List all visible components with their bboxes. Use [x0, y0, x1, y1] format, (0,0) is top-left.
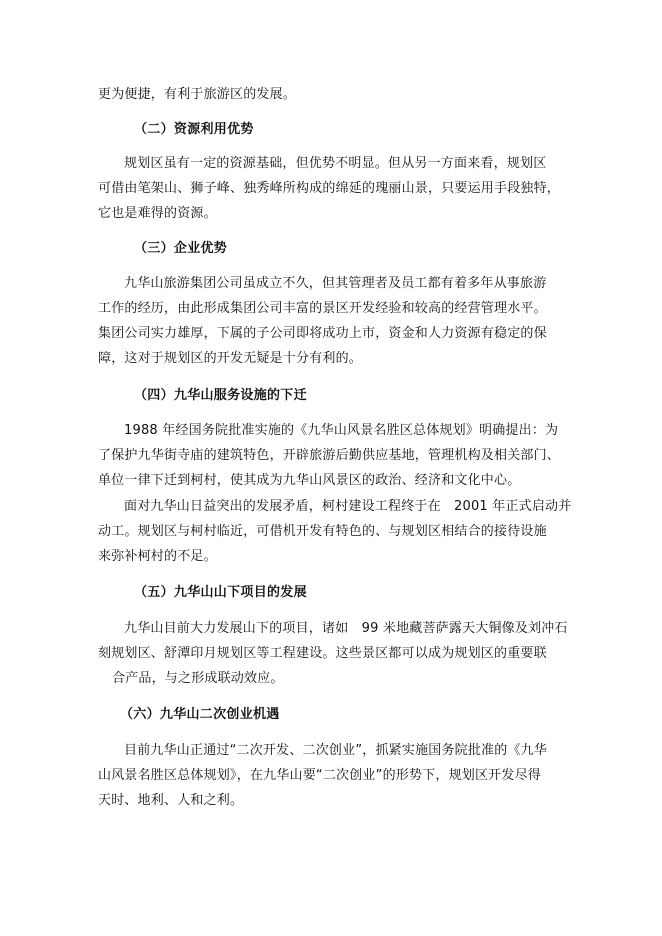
paragraph-line: 目前九华山正通过“二次开发、二次创业”，抓紧实施国务院批准的《九华	[124, 743, 548, 758]
paragraph-line: 1988 年经国务院批准实施的《九华山风景名胜区总体规划》明确提出：为	[124, 423, 559, 438]
paragraph-line: 可借由笔架山、狮子峰、独秀峰所构成的绵延的瑰丽山景，只要运用手段独特，	[98, 181, 561, 196]
paragraph-line: 面对九华山日益突出的发展矛盾，柯村建设工程终于在 2001 年正式启动并	[124, 499, 572, 514]
paragraph-line: 了保护九华街寺庙的建筑特色，开辟旅游后勤供应基地，管理机构及相关部门、	[98, 448, 561, 463]
section-heading-downhill-projects: （五）九华山山下项目的发展	[134, 585, 307, 600]
paragraph-line: 合产品，与之形成联动效应。	[112, 671, 284, 686]
paragraph-line: 山风景名胜区总体规划》，在九华山要“二次创业”的形势下，规划区开发尽得	[98, 768, 541, 783]
paragraph-line: 障，这对于规划区的开发无疑是十分有利的。	[98, 351, 363, 366]
paragraph-line: 工作的经历，由此形成集团公司丰富的景区开发经验和较高的经营管理水平。	[98, 301, 547, 316]
paragraph-line: 规划区虽有一定的资源基础，但优势不明显。但从另一方面来看，规划区	[124, 156, 547, 171]
section-heading-service-facilities: （四）九华山服务设施的下迁	[134, 388, 307, 403]
paragraph-line: 九华山旅游集团公司虽成立不久，但其管理者及员工都有着多年从事旅游	[124, 276, 547, 291]
paragraph-line: 更为便捷，有利于旅游区的发展。	[98, 87, 297, 102]
paragraph-line: 它也是难得的资源。	[98, 206, 217, 221]
paragraph-line: 九华山目前大力发展山下的项目，诸如 99 米地藏菩萨露天大铜像及刘冲石	[124, 621, 568, 636]
paragraph-line: 来弥补柯村的不足。	[98, 549, 217, 564]
paragraph-line: 天时、地利、人和之利。	[98, 793, 244, 808]
section-heading-resource: （二）资源利用优势	[134, 122, 254, 137]
paragraph-line: 动工。规划区与柯村临近，可借机开发有特色的、与规划区相结合的接待设施	[98, 524, 547, 539]
paragraph-line: 集团公司实力雄厚，下属的子公司即将成功上市，资金和人力资源有稳定的保	[98, 326, 547, 341]
paragraph-line: 单位一律下迁到柯村，使其成为九华山风景区的政治、经济和文化中心。	[98, 473, 521, 488]
paragraph-line: 刻规划区、舒潭印月规划区等工程建设。这些景区都可以成为规划区的重要联	[98, 646, 547, 661]
section-heading-second-venture: （六）九华山二次创业机遇	[120, 707, 280, 722]
section-heading-enterprise: （三）企业优势	[134, 241, 228, 256]
